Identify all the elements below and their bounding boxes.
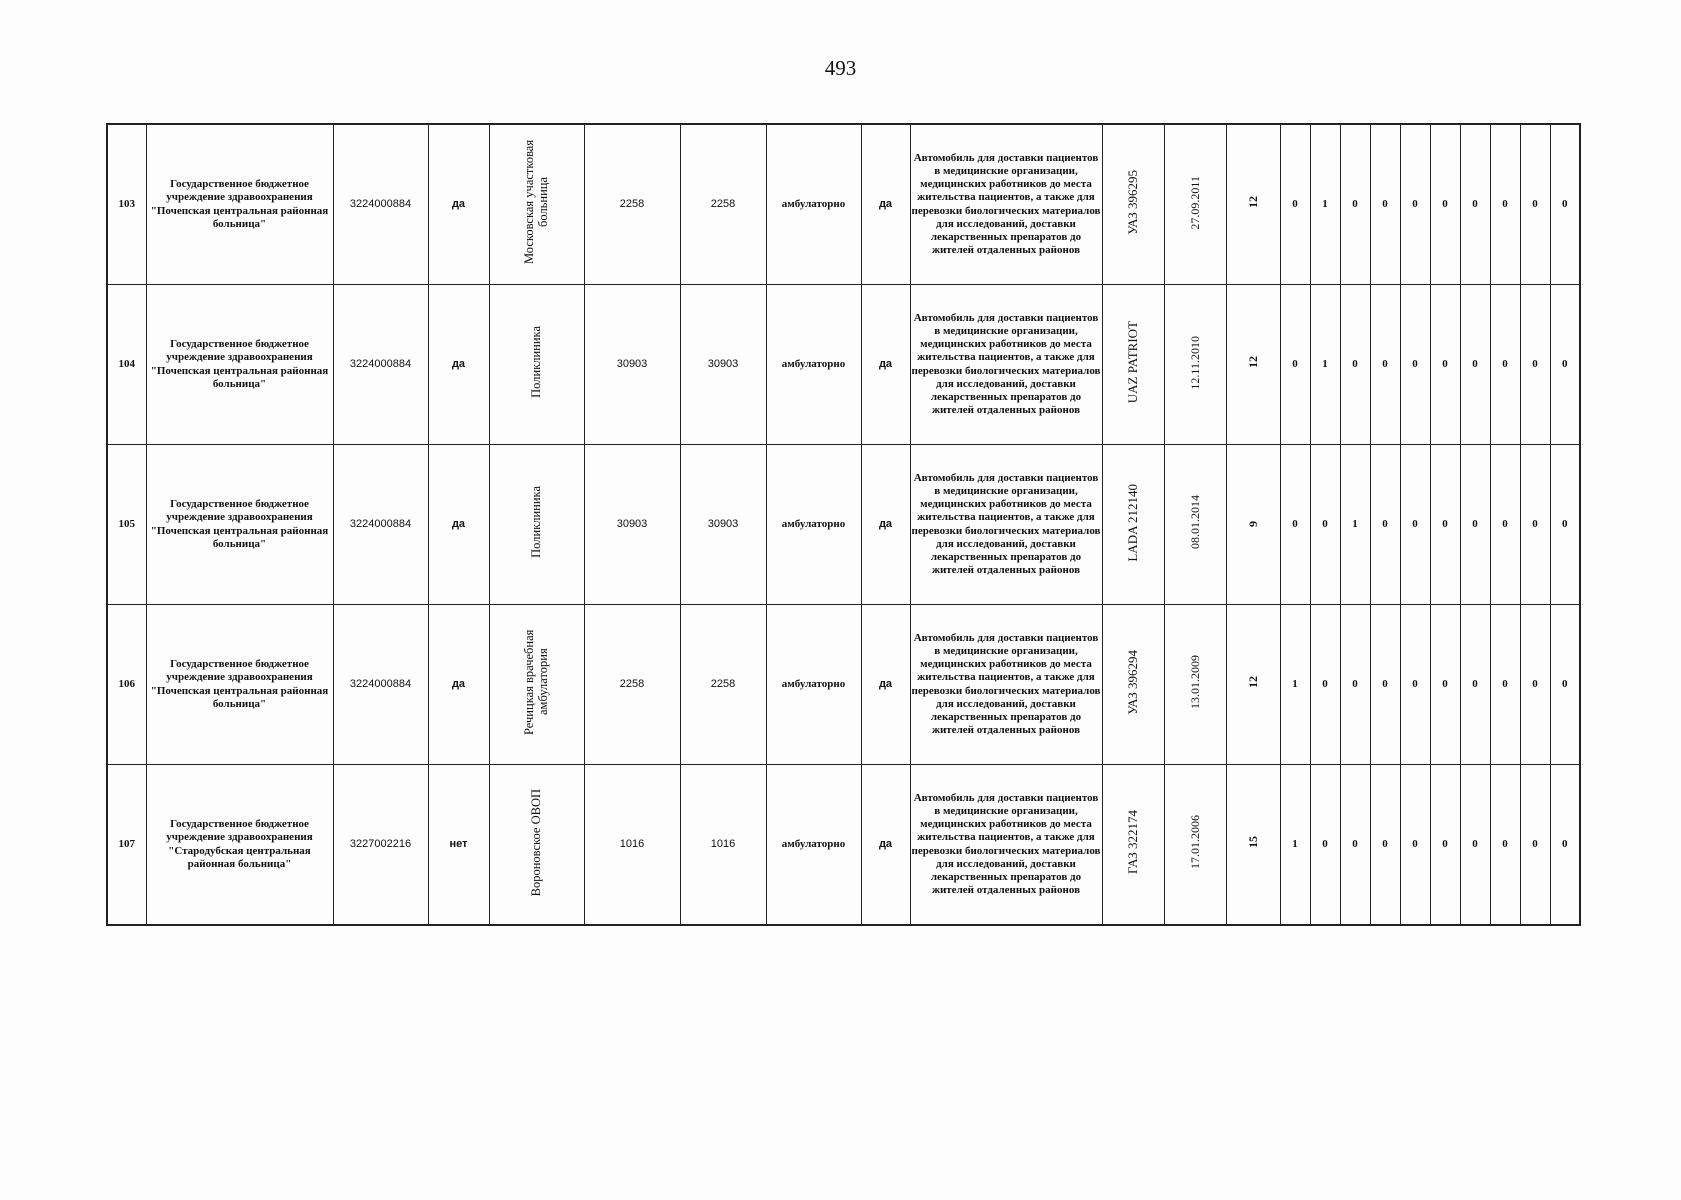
page-number: 493 (824, 56, 857, 80)
purpose-cell: Автомобиль для доставки пациентов в медицинские организации, медицинских работников до места жительства пациентов, а также для перевозки биологических материалов для исследований, доставки лекарственных препаратов до жителей отдаленных районов (910, 605, 1102, 765)
count-cell: 0 (1430, 765, 1460, 926)
inn-cell: 3224000884 (333, 445, 428, 605)
purpose-cell: Автомобиль для доставки пациентов в медицинские организации, медицинских работников до места жительства пациентов, а также для перевозки биологических материалов для исследований, доставки лекарственных препаратов до жителей отдаленных районов (910, 445, 1102, 605)
count-cell: 0 (1370, 445, 1400, 605)
count-cell: 0 (1400, 605, 1430, 765)
vehicle-age-text: 12 (1245, 196, 1260, 209)
population-b-cell: 2258 (680, 124, 766, 285)
vehicle-model-cell (1102, 445, 1164, 605)
registration-date-cell (1164, 445, 1226, 605)
care-type-cell: амбулаторно (766, 605, 861, 765)
count-cell: 0 (1340, 124, 1370, 285)
registration-date-cell (1164, 765, 1226, 926)
vehicle-model-cell (1102, 765, 1164, 926)
facility-cell (489, 765, 584, 926)
registration-date-text: 08.01.2014 (1187, 495, 1202, 550)
registration-date-cell (1164, 124, 1226, 285)
care-type-cell: амбулаторно (766, 285, 861, 445)
count-cell: 0 (1550, 124, 1580, 285)
registration-date-cell (1164, 605, 1226, 765)
vehicle-age-cell (1226, 765, 1280, 926)
purpose-cell: Автомобиль для доставки пациентов в медицинские организации, медицинских работников до места жительства пациентов, а также для перевозки биологических материалов для исследований, доставки лекарственных препаратов до жителей отдаленных районов (910, 765, 1102, 926)
flag-cell: да (428, 124, 489, 285)
vehicle-registry-table (106, 123, 1581, 926)
count-cell: 0 (1520, 285, 1550, 445)
count-cell: 0 (1400, 765, 1430, 926)
count-cell: 0 (1430, 285, 1460, 445)
count-cell: 0 (1400, 285, 1430, 445)
count-cell: 0 (1550, 445, 1580, 605)
count-cell: 0 (1550, 765, 1580, 926)
count-cell: 1 (1280, 765, 1310, 926)
flag-cell: да (428, 445, 489, 605)
count-cell: 1 (1310, 285, 1340, 445)
registration-date-text: 13.01.2009 (1187, 655, 1202, 710)
vehicle-model-cell (1102, 285, 1164, 445)
vehicle-age-text: 15 (1245, 836, 1260, 849)
registration-date-text: 17.01.2006 (1187, 815, 1202, 870)
inn-cell: 3224000884 (333, 124, 428, 285)
row-number-cell: 105 (107, 445, 146, 605)
count-cell: 0 (1430, 124, 1460, 285)
count-cell: 0 (1460, 765, 1490, 926)
table-row (107, 285, 1580, 445)
vehicle-age-cell (1226, 605, 1280, 765)
organization-cell: Государственное бюджетное учреждение здравоохранения "Почепская центральная районная больница" (146, 605, 333, 765)
population-a-cell: 2258 (584, 605, 680, 765)
facility-text: Вороновское ОВОП (528, 788, 543, 897)
row-number-cell: 104 (107, 285, 146, 445)
table-row (107, 765, 1580, 926)
flag2-cell: да (861, 605, 910, 765)
vehicle-age-cell (1226, 285, 1280, 445)
vehicle-model-text: УАЗ 396294 (1125, 650, 1141, 715)
care-type-cell: амбулаторно (766, 124, 861, 285)
flag2-cell: да (861, 765, 910, 926)
table-body (107, 124, 1580, 925)
population-a-cell: 30903 (584, 285, 680, 445)
population-b-cell: 1016 (680, 765, 766, 926)
table-row (107, 445, 1580, 605)
count-cell: 0 (1430, 445, 1460, 605)
vehicle-age-text: 9 (1245, 520, 1260, 527)
flag-cell: нет (428, 765, 489, 926)
count-cell: 1 (1280, 605, 1310, 765)
vehicle-age-cell (1226, 124, 1280, 285)
count-cell: 0 (1400, 124, 1430, 285)
population-a-cell: 2258 (584, 124, 680, 285)
table-row (107, 605, 1580, 765)
vehicle-age-text: 12 (1245, 676, 1260, 689)
count-cell: 0 (1340, 765, 1370, 926)
facility-text: Поликлиника (528, 486, 543, 559)
count-cell: 0 (1520, 605, 1550, 765)
count-cell: 0 (1340, 285, 1370, 445)
population-b-cell: 30903 (680, 445, 766, 605)
count-cell: 0 (1520, 765, 1550, 926)
vehicle-model-text: УАЗ 396295 (1125, 170, 1141, 235)
count-cell: 0 (1370, 124, 1400, 285)
vehicle-model-text: LADA 212140 (1125, 483, 1141, 562)
inn-cell: 3224000884 (333, 605, 428, 765)
purpose-cell: Автомобиль для доставки пациентов в медицинские организации, медицинских работников до места жительства пациентов, а также для перевозки биологических материалов для исследований, доставки лекарственных препаратов до жителей отдаленных районов (910, 285, 1102, 445)
facility-text: Поликлиника (528, 326, 543, 399)
count-cell: 0 (1310, 605, 1340, 765)
facility-cell (489, 285, 584, 445)
count-cell: 0 (1490, 285, 1520, 445)
count-cell: 0 (1280, 285, 1310, 445)
count-cell: 0 (1370, 285, 1400, 445)
population-b-cell: 2258 (680, 605, 766, 765)
flag2-cell: да (861, 124, 910, 285)
count-cell: 0 (1280, 124, 1310, 285)
count-cell: 0 (1370, 605, 1400, 765)
population-a-cell: 1016 (584, 765, 680, 926)
count-cell: 0 (1550, 605, 1580, 765)
vehicle-model-cell (1102, 605, 1164, 765)
purpose-cell: Автомобиль для доставки пациентов в медицинские организации, медицинских работников до места жительства пациентов, а также для перевозки биологических материалов для исследований, доставки лекарственных препаратов до жителей отдаленных районов (910, 124, 1102, 285)
inn-cell: 3224000884 (333, 285, 428, 445)
facility-cell (489, 605, 584, 765)
count-cell: 0 (1550, 285, 1580, 445)
vehicle-age-text: 12 (1245, 356, 1260, 369)
vehicle-age-cell (1226, 445, 1280, 605)
count-cell: 0 (1490, 445, 1520, 605)
population-a-cell: 30903 (584, 445, 680, 605)
facility-cell (489, 124, 584, 285)
count-cell: 0 (1460, 605, 1490, 765)
count-cell: 1 (1340, 445, 1370, 605)
count-cell: 0 (1310, 765, 1340, 926)
facility-text: Московская участковая больница (521, 140, 550, 265)
organization-cell: Государственное бюджетное учреждение здравоохранения "Стародубская центральная районная больница" (146, 765, 333, 926)
vehicle-model-text: UAZ PATRIOT (1125, 321, 1141, 404)
flag2-cell: да (861, 285, 910, 445)
count-cell: 0 (1460, 445, 1490, 605)
count-cell: 0 (1460, 124, 1490, 285)
flag-cell: да (428, 285, 489, 445)
registration-date-cell (1164, 285, 1226, 445)
organization-cell: Государственное бюджетное учреждение здравоохранения "Почепская центральная районная больница" (146, 124, 333, 285)
registration-date-text: 27.09.2011 (1187, 175, 1202, 230)
count-cell: 1 (1310, 124, 1340, 285)
organization-cell: Государственное бюджетное учреждение здравоохранения "Почепская центральная районная больница" (146, 285, 333, 445)
count-cell: 0 (1340, 605, 1370, 765)
table-row (107, 124, 1580, 285)
vehicle-model-text: ГАЗ 322174 (1125, 810, 1141, 875)
count-cell: 0 (1490, 765, 1520, 926)
count-cell: 0 (1430, 605, 1460, 765)
inn-cell: 3227002216 (333, 765, 428, 926)
count-cell: 0 (1490, 124, 1520, 285)
count-cell: 0 (1370, 765, 1400, 926)
count-cell: 0 (1280, 445, 1310, 605)
count-cell: 0 (1490, 605, 1520, 765)
row-number-cell: 106 (107, 605, 146, 765)
flag2-cell: да (861, 445, 910, 605)
facility-text: Речицкая врачебная амбулатория (521, 629, 550, 736)
count-cell: 0 (1460, 285, 1490, 445)
care-type-cell: амбулаторно (766, 765, 861, 926)
row-number-cell: 103 (107, 124, 146, 285)
flag-cell: да (428, 605, 489, 765)
facility-cell (489, 445, 584, 605)
count-cell: 0 (1520, 445, 1550, 605)
row-number-cell: 107 (107, 765, 146, 926)
count-cell: 0 (1400, 445, 1430, 605)
organization-cell: Государственное бюджетное учреждение здравоохранения "Почепская центральная районная больница" (146, 445, 333, 605)
population-b-cell: 30903 (680, 285, 766, 445)
care-type-cell: амбулаторно (766, 445, 861, 605)
count-cell: 0 (1310, 445, 1340, 605)
registration-date-text: 12.11.2010 (1187, 335, 1202, 390)
count-cell: 0 (1520, 124, 1550, 285)
vehicle-model-cell (1102, 124, 1164, 285)
